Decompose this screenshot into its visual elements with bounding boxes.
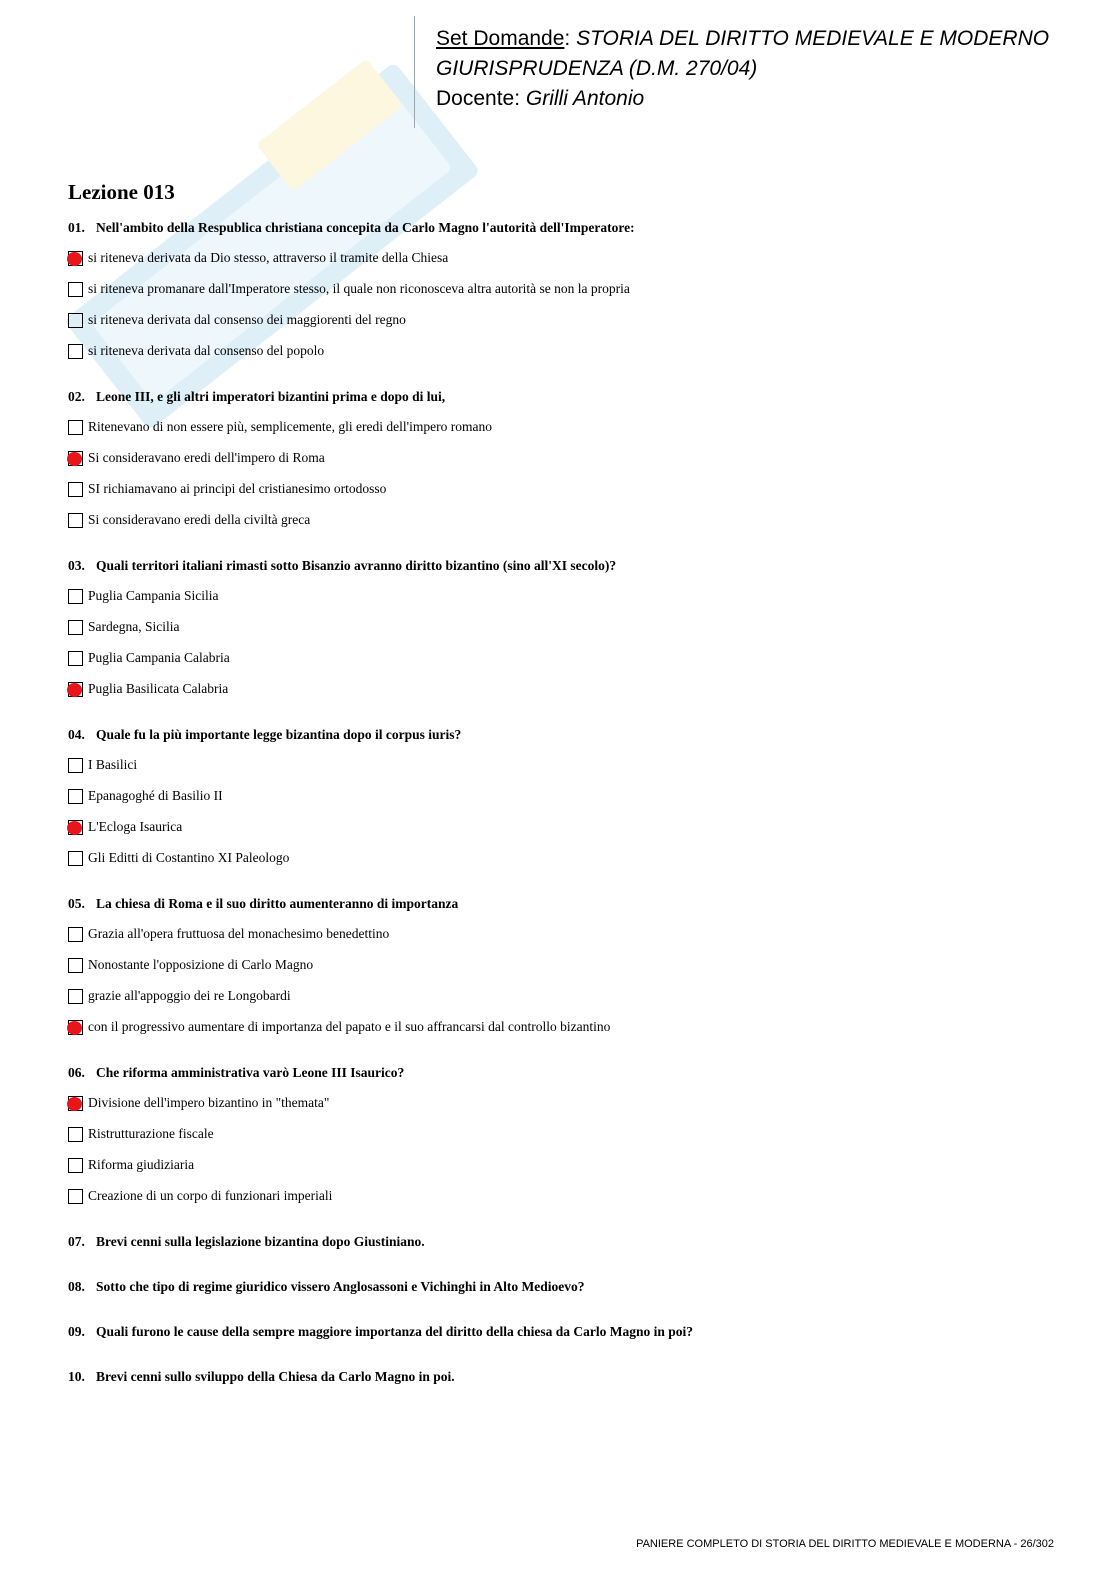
teacher-label: Docente: [436,87,526,110]
answer-option[interactable] [68,680,1068,711]
answer-option[interactable] [68,480,1068,511]
option-text: si riteneva derivata dal consenso del popolo [88,343,325,358]
option-text: Grazia all'opera fruttuosa del monachesimo benedettino [88,926,390,941]
checkbox[interactable] [68,789,83,804]
question-title [68,387,1068,418]
option-text: L'Ecloga Isaurica [88,819,183,834]
answer-option[interactable] [68,818,1068,849]
course-title: STORIA DEL DIRITTO MEDIEVALE E MODERNO [576,27,1050,50]
checkbox[interactable] [68,1096,83,1111]
selected-mark-icon [67,1097,82,1111]
question-title [68,894,1068,925]
option-text: Epanagoghé di Basilio II [88,788,223,803]
checkbox[interactable] [68,820,83,835]
option-text: Puglia Campania Calabria [88,650,230,665]
question-spacer [68,1049,1068,1063]
checkbox[interactable] [68,451,83,466]
checkbox[interactable] [68,1189,83,1204]
answer-option[interactable] [68,1156,1068,1187]
selected-mark-icon [67,683,82,697]
checkbox[interactable] [68,651,83,666]
question-text: Brevi cenni sullo sviluppo della Chiesa da Carlo Magno in poi. [96,1369,455,1384]
answer-option[interactable] [68,618,1068,649]
question [68,556,1068,725]
option-text: con il progressivo aumentare di importanza del papato e il suo affrancarsi dal controllo bizantino [88,1019,611,1034]
question-number: 09. [68,1324,85,1339]
question-number: 10. [68,1369,85,1384]
option-text: Nonostante l'opposizione di Carlo Magno [88,957,314,972]
lesson-title: Lezione 013 [68,180,175,204]
document-header [436,24,1049,114]
answer-option[interactable] [68,987,1068,1018]
question-number: 04. [68,727,85,742]
checkbox[interactable] [68,758,83,773]
question [68,387,1068,556]
set-colon: : [564,27,577,50]
option-text: si riteneva derivata da Dio stesso, attraverso il tramite della Chiesa [88,250,449,265]
question-text: Leone III, e gli altri imperatori bizantini prima e dopo di lui, [96,389,446,404]
degree-title: GIURISPRUDENZA (D.M. 270/04) [436,57,758,80]
checkbox[interactable] [68,927,83,942]
option-text: Si consideravano eredi dell'impero di Roma [88,450,325,465]
answer-option[interactable] [68,587,1068,618]
answer-option[interactable] [68,849,1068,880]
checkbox[interactable] [68,282,83,297]
answer-option[interactable] [68,280,1068,311]
option-text: si riteneva derivata dal consenso dei maggiorenti del regno [88,312,406,327]
checkbox[interactable] [68,682,83,697]
answer-option[interactable] [68,311,1068,342]
checkbox[interactable] [68,1020,83,1035]
question-text: Brevi cenni sulla legislazione bizantina dopo Giustiniano. [96,1234,425,1249]
question-text: Che riforma amministrativa varò Leone III Isaurico? [96,1065,405,1080]
page-footer: PANIERE COMPLETO DI STORIA DEL DIRITTO MEDIEVALE E MODERNA - 26/302 [636,1538,1054,1550]
answer-option[interactable] [68,1187,1068,1218]
option-text: Puglia Campania Sicilia [88,588,219,603]
answer-option[interactable] [68,787,1068,818]
option-text: Divisione dell'impero bizantino in "themata" [88,1095,330,1110]
question-number: 02. [68,389,85,404]
question [68,218,1068,387]
option-text: Ristrutturazione fiscale [88,1126,214,1141]
answer-option[interactable] [68,342,1068,373]
question-number: 05. [68,896,85,911]
question-text: Nell'ambito della Respublica christiana concepita da Carlo Magno l'autorità dell'Imperatore: [96,220,635,235]
checkbox[interactable] [68,989,83,1004]
option-text: Gli Editti di Costantino XI Paleologo [88,850,290,865]
answer-option[interactable] [68,649,1068,680]
header-line-1 [436,24,1049,54]
question-number: 07. [68,1234,85,1249]
question-title [68,725,1068,756]
option-text: Riforma giudiziaria [88,1157,195,1172]
option-text: grazie all'appoggio dei re Longobardi [88,988,291,1003]
checkbox[interactable] [68,589,83,604]
option-text: si riteneva promanare dall'Imperatore stesso, il quale non riconosceva altra autorità se non la propria [88,281,630,296]
option-text: Puglia Basilicata Calabria [88,681,229,696]
question-number: 03. [68,558,85,573]
open-question [68,1232,1068,1277]
checkbox[interactable] [68,513,83,528]
question [68,1063,1068,1232]
answer-option[interactable] [68,1094,1068,1125]
question-text: La chiesa di Roma e il suo diritto aumenteranno di importanza [96,896,459,911]
option-text: Si consideravano eredi della civiltà greca [88,512,311,527]
header-divider [414,16,415,128]
checkbox[interactable] [68,1158,83,1173]
answer-option[interactable] [68,418,1068,449]
question-number: 01. [68,220,85,235]
option-text: SI richiamavano ai principi del cristianesimo ortodosso [88,481,387,496]
question-spacer [68,1218,1068,1232]
header-line-3 [436,84,1049,114]
open-question [68,1322,1068,1367]
selected-mark-icon [67,1021,82,1035]
checkbox[interactable] [68,958,83,973]
answer-option[interactable] [68,756,1068,787]
question [68,894,1068,1063]
selected-mark-icon [67,252,82,266]
question-spacer [68,711,1068,725]
answer-option[interactable] [68,925,1068,956]
question [68,725,1068,894]
question-number: 08. [68,1279,85,1294]
set-label: Set Domande [436,27,565,50]
answer-option[interactable] [68,249,1068,280]
question-text: Quale fu la più importante legge bizantina dopo il corpus iuris? [96,727,462,742]
answer-option[interactable] [68,1018,1068,1049]
question-list [68,218,1068,1412]
question-spacer [68,880,1068,894]
question-number: 06. [68,1065,85,1080]
answer-option[interactable] [68,511,1068,542]
checkbox[interactable] [68,313,83,328]
answer-option[interactable] [68,956,1068,987]
checkbox[interactable] [68,851,83,866]
question-spacer [68,542,1068,556]
selected-mark-icon [67,821,82,835]
question-spacer [68,373,1068,387]
checkbox[interactable] [68,482,83,497]
checkbox[interactable] [68,420,83,435]
answer-option[interactable] [68,1125,1068,1156]
option-text: Creazione di un corpo di funzionari imperiali [88,1188,333,1203]
answer-option[interactable] [68,449,1068,480]
question-text: Quali furono le cause della sempre maggiore importanza del diritto della chiesa da Carlo Magno in poi? [96,1324,693,1339]
option-text: I Basilici [88,757,138,772]
checkbox[interactable] [68,620,83,635]
checkbox[interactable] [68,1127,83,1142]
open-question [68,1367,1068,1412]
header-line-2 [436,54,1049,84]
option-text: Sardegna, Sicilia [88,619,180,634]
checkbox[interactable] [68,344,83,359]
selected-mark-icon [67,452,82,466]
question-text: Quali territori italiani rimasti sotto Bisanzio avranno diritto bizantino (sino all'XI secolo)? [96,558,617,573]
teacher-name: Grilli Antonio [525,87,645,110]
question-title [68,556,1068,587]
checkbox[interactable] [68,251,83,266]
question-text: Sotto che tipo di regime giuridico vissero Anglosassoni e Vichinghi in Alto Medioevo? [96,1279,585,1294]
option-text: Ritenevano di non essere più, semplicemente, gli eredi dell'impero romano [88,419,492,434]
open-question [68,1277,1068,1322]
question-title [68,1063,1068,1094]
question-title [68,218,1068,249]
